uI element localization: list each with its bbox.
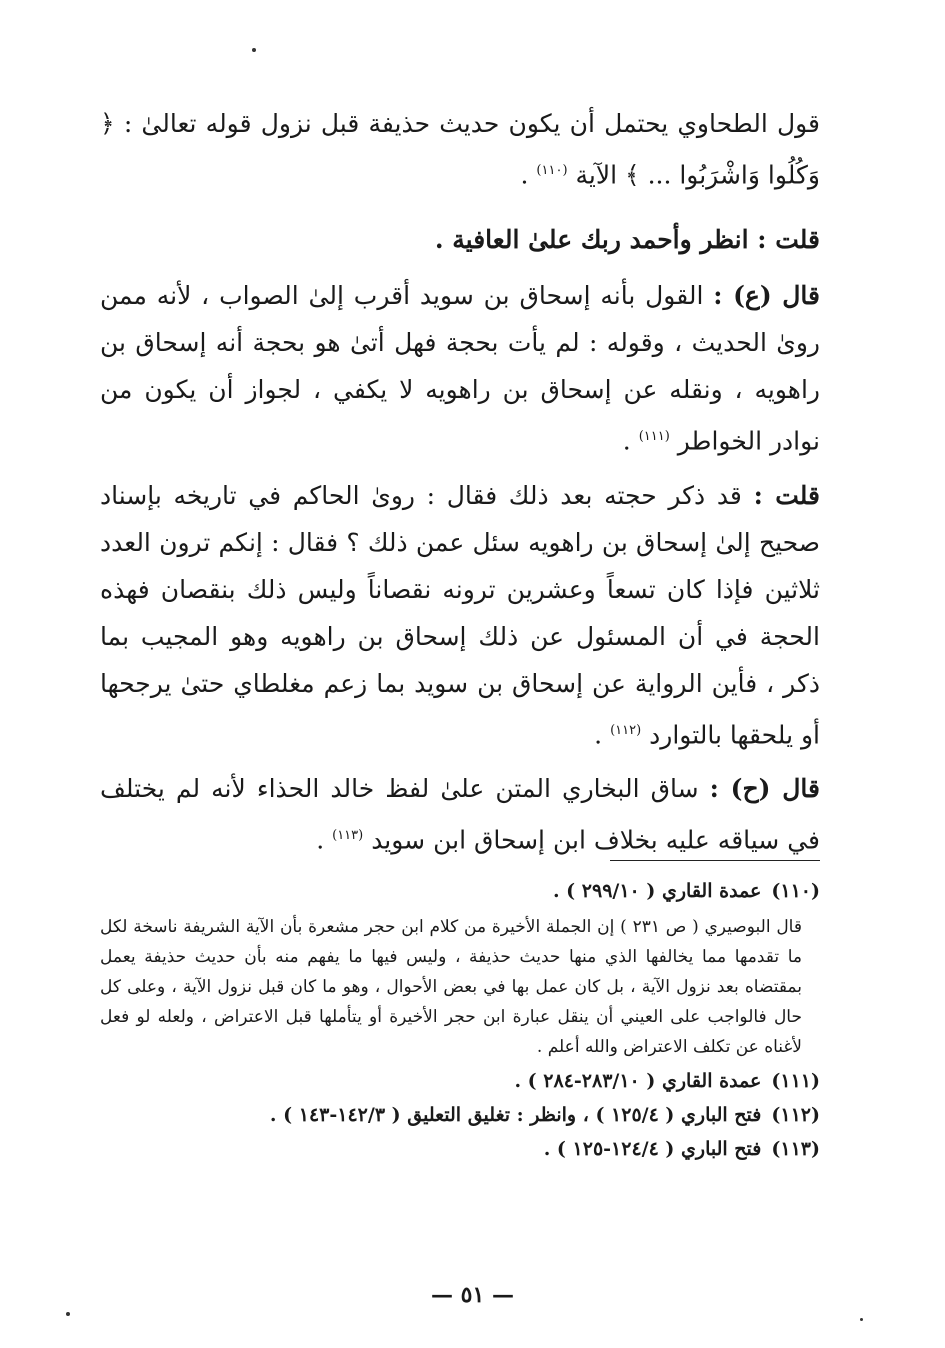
speaker-label: قلت : [753,481,820,510]
paragraph-end: . [594,720,611,750]
scan-speck [252,48,256,52]
footnote-110 [100,874,820,908]
footnote-number: (١١١) [771,1070,820,1092]
scan-speck [66,1312,70,1316]
paragraph-end: . [520,160,537,190]
footnote-111 [100,1064,820,1098]
page-number: — ٥١ — [431,1282,514,1308]
speaker-label: قال (ع) : [713,281,820,310]
footnote-source: فتح الباري ( ١٢٥/٤ ) ، وانظر : تغليق التعليق ( ١٤٢/٣-١٤٣ ) . [269,1104,762,1126]
footnotes [100,874,820,1166]
paragraph-end: . [622,426,639,456]
paragraph-end: . [316,825,333,855]
footnote-ref-111[interactable]: (١١١) [638,429,670,444]
footnote-source: عمدة القاري ( ٢٨٣/١٠-٢٨٤ ) . [514,1070,762,1092]
footnote-ref-113[interactable]: (١١٣) [332,828,364,843]
footnote-divider [610,860,820,861]
footnote-ref-112[interactable]: (١١٢) [610,723,642,738]
paragraph-text: ساق البخاري المتن علىٰ لفظ خالد الحذاء لأنه لم يختلف في سياقه عليه بخلاف ابن إسحاق ابن سويد [100,774,820,855]
footnote-number: (١١٠) [771,880,820,902]
paragraph-tahawi [100,100,820,198]
footnote-source: فتح الباري ( ١٢٤/٤-١٢٥ ) . [543,1138,762,1160]
paragraph-qal-ha [100,765,820,863]
paragraph-qultu-1: قلت : انظر وأحمد ربك علىٰ العافية . [434,225,820,254]
footnote-number: (١١٣) [771,1138,820,1160]
paragraph-text: القول بأنه إسحاق بن سويد أقرب إلىٰ الصواب ، لأنه ممن روىٰ الحديث ، وقوله : لم يأت بحجة فهل أتىٰ هو بحجة أنه إسحاق بن راهويه ، ونقله عن إسحاق بن راهويه لا يكفي ، لجواز أن يكون من نوادر الخواطر [100,281,820,456]
paragraph-qal-ain [100,272,820,464]
paragraph-qultu-2 [100,472,820,758]
scan-speck [860,1318,863,1321]
footnote-112 [100,1098,820,1132]
footnote-source: عمدة القاري ( ٢٩٩/١٠ ) . [552,880,762,902]
paragraph-text: قول الطحاوي يحتمل أن يكون حديث حذيفة قبل نزول قوله تعالىٰ : ﴿ وَكُلُوا وَاشْرَبُوا ... ﴾ الآية [100,109,820,190]
footnote-110-commentary: قال البوصيري ( ص ٢٣١ ) إن الجملة الأخيرة من كلام ابن حجر مشعرة بأن الآية الشريفة ناسخة لكل ما تقدمها مما يخالفها الذي منها حديث حذيفة ، وليس فيها ما يفهم منه بأن حديث حذيفة يعمل بمقتضاه بعد نزول الآية ، بل كان عمل بها في بعض الأحوال ، وهو ما كان قبل نزول الآية ، وعلى كل حال فالواجب على العيني أن ينقل عبارة ابن حجر الأخيرة أو يتأملها قبل الاعتراض ، ولعله لو فعل لأغناه عن تكلف الاعتراض والله أعلم . [100,917,802,1057]
footnote-113 [100,1132,820,1166]
footnote-ref-110[interactable]: (١١٠) [536,163,568,178]
speaker-label: قال (ح) : [709,774,820,803]
paragraph-text: قد ذكر حجته بعد ذلك فقال : روىٰ الحاكم في تاريخه بإسناد صحيح إلىٰ إسحاق بن راهويه سئل عمن ذلك ؟ فقال : إنكم ترون العدد ثلاثين فإذا كان تسعاً وعشرين ترونه نقصاناً وليس ذلك بنقصان فهذه الحجة في أن المسئول عن ذلك إسحاق بن راهويه وهو المجيب بما ذكر ، فأين الرواية عن إسحاق بن سويد بما زعم مغلطاي حتىٰ يرجحها أو يلحقها بالتوارد [100,481,820,750]
footnote-number: (١١٢) [771,1104,820,1126]
